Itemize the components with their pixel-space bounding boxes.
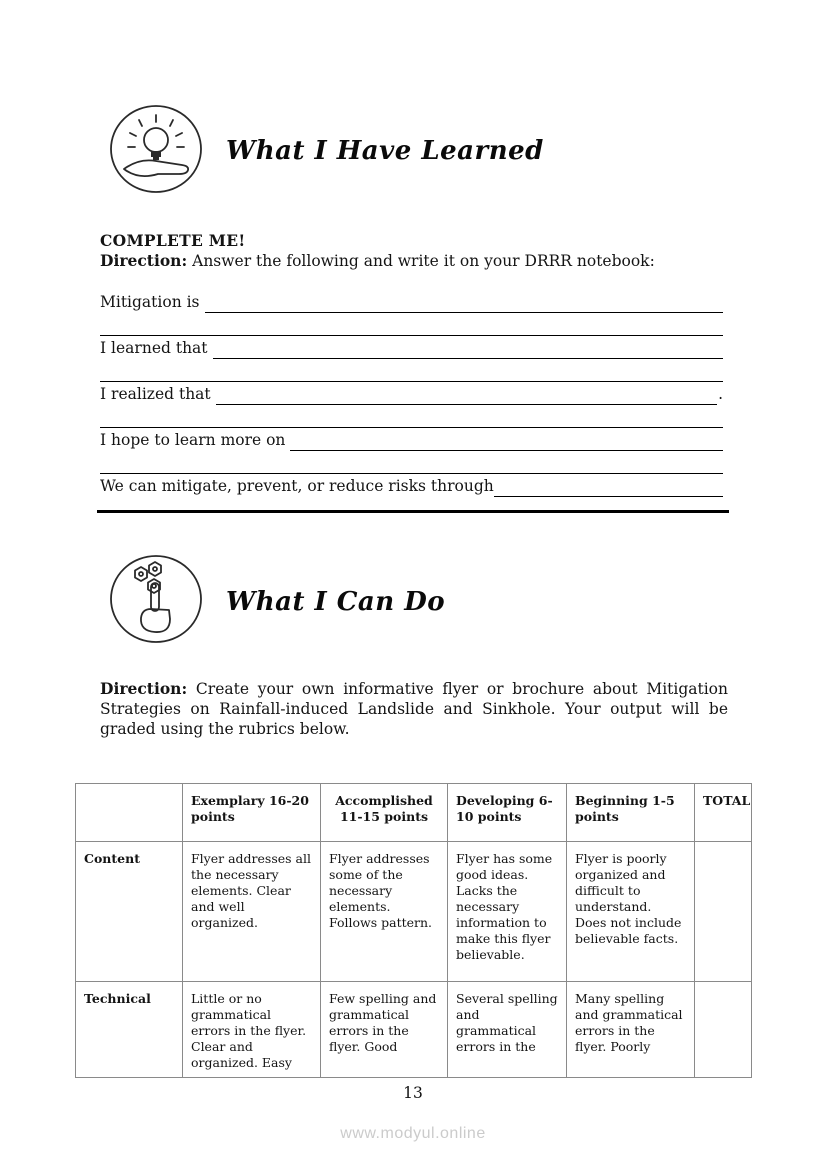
rubric-cell: Several spelling and grammatical errors in the (448, 982, 567, 1078)
rubric-cell: Many spelling and grammatical errors in the flyer. Poorly (567, 982, 695, 1078)
page-number: 13 (403, 1084, 423, 1102)
blank-line (290, 430, 723, 451)
direction-label: Direction: (100, 250, 188, 270)
rubric-header-developing: Developing 6-10 points (448, 784, 567, 842)
blank-row-realized: I realized that . (100, 385, 723, 403)
complete-me-heading: COMPLETE ME! (100, 231, 246, 250)
section-title-what-i-can-do: What I Can Do (226, 587, 446, 617)
rubric-row-content (76, 842, 752, 982)
blank-line (100, 315, 723, 336)
blank-line (205, 292, 723, 313)
blank-line (100, 361, 723, 382)
rubric-header-beginning: Beginning 1-5 points (567, 784, 695, 842)
rubric-cell: Little or no grammatical errors in the flyer. Clear and organized. Easy (183, 982, 321, 1078)
rubric-cell: Flyer is poorly organized and difficult to understand. Does not include believable facts. (567, 842, 695, 982)
cando-direction (100, 679, 728, 739)
rubric-row-label: Technical (76, 982, 183, 1078)
blank-row-learned: I learned that (100, 336, 723, 359)
rubric-header-accomplished: Accomplished 11-15 points (321, 784, 448, 842)
blank-line (100, 453, 723, 474)
rubric-cell-total (695, 982, 752, 1078)
blank-line (213, 338, 723, 359)
blank-row-continuation (100, 359, 723, 382)
fill-in-the-blanks (100, 290, 723, 497)
rubric-cell: Flyer addresses all the necessary elements. Clear and well organized. (183, 842, 321, 982)
rubric-cell: Flyer has some good ideas. Lacks the necessary information to make this flyer believable. (448, 842, 567, 982)
sentence-period: . (718, 385, 723, 403)
rubric-header-empty (76, 784, 183, 842)
blank-line (216, 384, 717, 405)
section-title-what-i-have-learned: What I Have Learned (226, 136, 544, 166)
blank-line (494, 476, 723, 497)
blank-row-hope: I hope to learn more on (100, 428, 723, 451)
rubric-row-label: Content (76, 842, 183, 982)
rubric-cell: Flyer addresses some of the necessary elements. Follows pattern. (321, 842, 448, 982)
blank-row-mitigate-through: We can mitigate, prevent, or reduce risks through (100, 474, 723, 497)
blank-row-continuation (100, 313, 723, 336)
rubric-cell-total (695, 842, 752, 982)
blank-row-continuation (100, 405, 723, 428)
rubric-header-row (76, 784, 752, 842)
lightbulb-hand-icon (108, 103, 205, 196)
section-divider-rule (97, 510, 729, 513)
rubric-table (75, 783, 752, 1078)
rubric-header-total: TOTAL (695, 784, 752, 842)
watermark: www.modyul.online (340, 1125, 486, 1142)
learned-direction (100, 251, 728, 272)
rubric-cell: Few spelling and grammatical errors in the flyer. Good (321, 982, 448, 1078)
direction-text: Create your own informative flyer or brochure about Mitigation Strategies on Rainfall-induced Landslide and Sinkhole. Your output will be graded using the rubrics below. (100, 680, 728, 738)
direction-text: Answer the following and write it on your DRRR notebook: (192, 251, 655, 270)
blank-row-continuation (100, 451, 723, 474)
rubric-header-exemplary: Exemplary 16-20 points (183, 784, 321, 842)
hand-ideas-icon (108, 553, 205, 646)
direction-label: Direction: (100, 679, 188, 698)
blank-row-mitigation: Mitigation is (100, 290, 723, 313)
complete-me-block (100, 231, 728, 271)
rubric-row-technical (76, 982, 752, 1078)
blank-line (100, 407, 723, 428)
